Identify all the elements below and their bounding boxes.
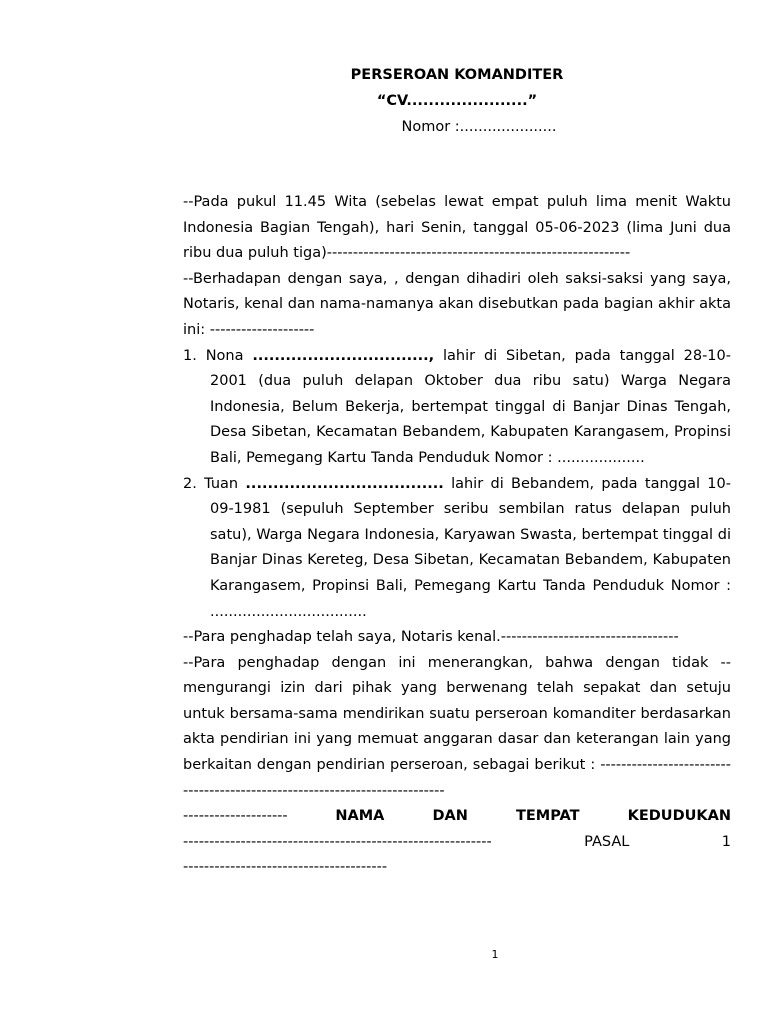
pasal-dashes: -----------------------------------------------------------: [183, 833, 492, 850]
page-number: 1: [491, 948, 499, 961]
pasal-line: [183, 830, 731, 856]
party-2-prefix: 2. Tuan: [183, 475, 246, 492]
pasal-label: PASAL 1: [584, 833, 732, 850]
heading-dashes-left: --------------------: [183, 808, 288, 825]
cv-name-placeholder: “CV......................”: [376, 93, 538, 109]
declaration-paragraph: --Para penghadap dengan ini menerangkan, bahwa dengan tidak -- mengurangi izin dari pihak yang berwenang telah sepakat dan setuju untuk bersama-sama mendirikan suatu perseroan komanditer berdasarkan akta pendirian ini yang memuat anggaran dasar dan keterangan lain yang berkaitan dengan pendirian perseroan, sebagai berikut : ---------------------------------------------------------------------------: [183, 654, 731, 799]
party-2-name-blank: ....................................: [245, 475, 444, 492]
party-2-details: lahir di Bebandem, pada tanggal 10-09-1981 (sepuluh September seribu sembilan ratus delapan puluh satu), Warga Negara Indonesia, Karyawan Swasta, bertempat tinggal di Banjar Dinas Kereteg, Desa Sibetan, Kecamatan Bebandem, Kabupaten Karangasem, Propinsi Bali, Pemegang Kartu Tanda Penduduk Nomor : ..................................: [210, 475, 731, 620]
party-item-2: [183, 472, 731, 626]
pasal-dashes-end: ---------------------------------------: [183, 859, 388, 876]
known-paragraph: --Para penghadap telah saya, Notaris kenal.----------------------------------: [183, 629, 679, 646]
document-title: PERSEROAN KOMANDITER: [350, 67, 564, 83]
party-1-details: lahir di Sibetan, pada tanggal 28-10-2001 (dua puluh delapan Oktober dua ribu satu) Warga Negara Indonesia, Belum Bekerja, bertempat tinggal di Banjar Dinas Tengah, Desa Sibetan, Kecamatan Bebandem, Kabupaten Karangasem, Propinsi Bali, Pemegang Kartu Tanda Penduduk Nomor : ...................: [210, 347, 731, 466]
party-item-1: [183, 344, 731, 472]
opening-paragraph: --Pada pukul 11.45 Wita (sebelas lewat empat puluh lima menit Waktu Indonesia Bagian Tengah), hari Senin, tanggal 05-06-2023 (lima Juni dua ribu dua puluh tiga)----------------------------------------------------------: [183, 194, 731, 262]
party-1-name-blank: ................................,: [252, 347, 435, 364]
document-number: Nomor :.....................: [401, 119, 557, 135]
document-body: [183, 190, 731, 881]
section-heading-line: [183, 804, 731, 830]
party-1-prefix: 1. Nona: [183, 347, 253, 364]
section-heading: NAMA DAN TEMPAT KEDUDUKAN: [335, 808, 731, 825]
appearance-paragraph: --Berhadapan dengan saya, , dengan dihadiri oleh saksi-saksi yang saya, Notaris, kenal dan nama-namanya akan disebutkan pada bagian akhir akta ini: --------------------: [183, 270, 731, 338]
